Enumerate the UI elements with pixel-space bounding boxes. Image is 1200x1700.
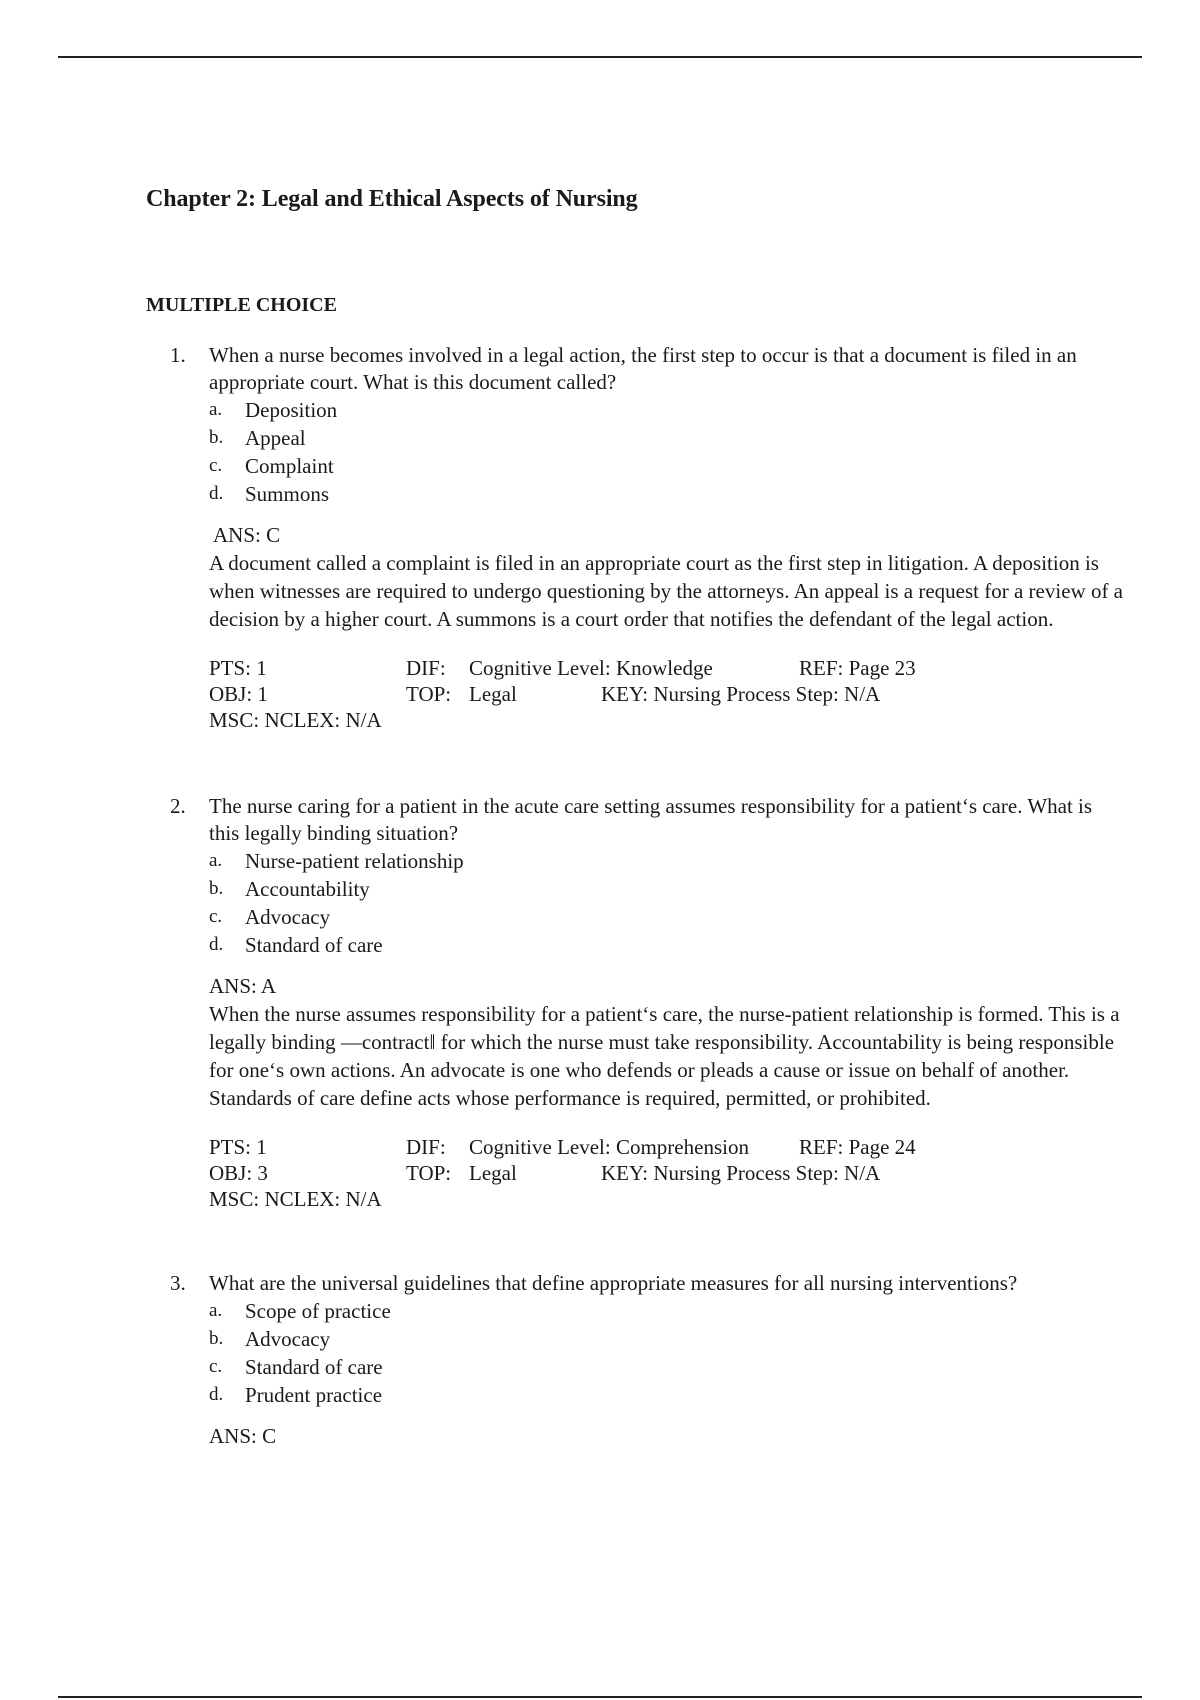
option-text: Scope of practice bbox=[245, 1299, 391, 1323]
question-text: When a nurse becomes involved in a legal action, the first step to occur is that a document is filed in an appropriate court. What is this document called? bbox=[209, 343, 1077, 394]
meta-key: KEY: Nursing Process Step: N/A bbox=[601, 682, 881, 706]
question-number: 2. bbox=[170, 794, 186, 818]
option-text: Accountability bbox=[245, 877, 370, 901]
meta-pts: PTS: 1 bbox=[209, 656, 267, 680]
answer-block bbox=[209, 1423, 1120, 1450]
answer-block bbox=[209, 973, 1120, 1212]
meta-ref: REF: Page 23 bbox=[799, 656, 916, 680]
meta-pts: PTS: 1 bbox=[209, 1135, 267, 1159]
option-letter: a. bbox=[209, 850, 223, 871]
option-letter: d. bbox=[209, 483, 224, 504]
answer-block bbox=[209, 522, 1124, 733]
option-text: Deposition bbox=[245, 398, 338, 422]
meta-obj: OBJ: 3 bbox=[209, 1161, 268, 1185]
options-list bbox=[209, 396, 1120, 508]
option-text: Summons bbox=[245, 482, 330, 506]
options-list bbox=[209, 1297, 1120, 1409]
option-d bbox=[209, 480, 1120, 508]
question-number: 3. bbox=[170, 1271, 186, 1295]
question-number: 1. bbox=[170, 343, 186, 367]
option-letter: b. bbox=[209, 427, 224, 448]
meta-dif-label: DIF: bbox=[406, 1135, 446, 1159]
meta-key: KEY: Nursing Process Step: N/A bbox=[601, 1161, 881, 1185]
option-c bbox=[209, 903, 1120, 931]
meta-obj: OBJ: 1 bbox=[209, 682, 268, 706]
rationale: A document called a complaint is filed in an appropriate court as the first step in litigation. A deposition is when witnesses are required to undergo questioning by the attorneys. An appeal is a request for a review of a decision by a higher court. A summons is a court order that notifies the defendant of the legal action. bbox=[209, 551, 1124, 631]
options-list bbox=[209, 847, 1120, 959]
meta-top: Legal bbox=[469, 1161, 517, 1185]
option-letter: b. bbox=[209, 1328, 224, 1349]
option-letter: a. bbox=[209, 1300, 223, 1321]
meta-top: Legal bbox=[469, 682, 517, 706]
question-text: The nurse caring for a patient in the acute care setting assumes responsibility for a patient‘s care. What is this legally binding situation? bbox=[209, 794, 1093, 845]
meta-dif: Cognitive Level: Knowledge bbox=[469, 656, 713, 680]
meta-msc: MSC: NCLEX: N/A bbox=[209, 708, 382, 732]
option-text: Standard of care bbox=[245, 1355, 383, 1379]
option-letter: b. bbox=[209, 878, 224, 899]
meta-top-label: TOP: bbox=[406, 682, 452, 706]
option-text: Appeal bbox=[245, 426, 306, 450]
option-a bbox=[209, 1297, 1120, 1325]
answer-key: ANS: C bbox=[213, 523, 281, 547]
option-text: Prudent practice bbox=[245, 1383, 383, 1407]
chapter-title: Chapter 2: Legal and Ethical Aspects of Nursing bbox=[146, 186, 638, 212]
section-title: MULTIPLE CHOICE bbox=[146, 294, 337, 316]
option-c bbox=[209, 452, 1120, 480]
option-b bbox=[209, 424, 1120, 452]
question-2 bbox=[170, 793, 1120, 1212]
option-b bbox=[209, 875, 1120, 903]
meta-dif: Cognitive Level: Comprehension bbox=[469, 1135, 749, 1159]
option-text: Advocacy bbox=[245, 905, 331, 929]
answer-key: ANS: C bbox=[209, 1424, 277, 1448]
option-d bbox=[209, 1381, 1120, 1409]
option-b bbox=[209, 1325, 1120, 1353]
option-letter: d. bbox=[209, 1384, 224, 1405]
answer-key: ANS: A bbox=[209, 974, 277, 998]
question-3 bbox=[170, 1270, 1120, 1450]
rationale: When the nurse assumes responsibility for a patient‘s care, the nurse-patient relationship is formed. This is a legally binding ―contract‖ for which the nurse must take responsibility. Accountability is being responsible for one‘s own actions. An advocate is one who defends or pleads a cause or issue on behalf of another. Standards of care define acts whose performance is required, permitted, or prohibited. bbox=[209, 1002, 1120, 1110]
option-text: Nurse-patient relationship bbox=[245, 849, 464, 873]
option-a bbox=[209, 847, 1120, 875]
option-text: Standard of care bbox=[245, 933, 383, 957]
option-text: Advocacy bbox=[245, 1327, 331, 1351]
question-text: What are the universal guidelines that define appropriate measures for all nursing interventions? bbox=[209, 1271, 1018, 1295]
option-letter: c. bbox=[209, 455, 223, 476]
option-letter: d. bbox=[209, 934, 224, 955]
meta-dif-label: DIF: bbox=[406, 656, 446, 680]
option-letter: c. bbox=[209, 906, 223, 927]
meta-top-label: TOP: bbox=[406, 1161, 452, 1185]
meta-ref: REF: Page 24 bbox=[799, 1135, 916, 1159]
meta-msc: MSC: NCLEX: N/A bbox=[209, 1187, 382, 1211]
option-text: Complaint bbox=[245, 454, 334, 478]
option-letter: c. bbox=[209, 1356, 223, 1377]
option-d bbox=[209, 931, 1120, 959]
option-c bbox=[209, 1353, 1120, 1381]
question-metadata bbox=[209, 1134, 1120, 1212]
header-rule bbox=[58, 56, 1142, 58]
footer-rule bbox=[58, 1696, 1142, 1698]
option-a bbox=[209, 396, 1120, 424]
option-letter: a. bbox=[209, 399, 223, 420]
question-1 bbox=[170, 342, 1124, 733]
question-metadata bbox=[209, 655, 1120, 733]
